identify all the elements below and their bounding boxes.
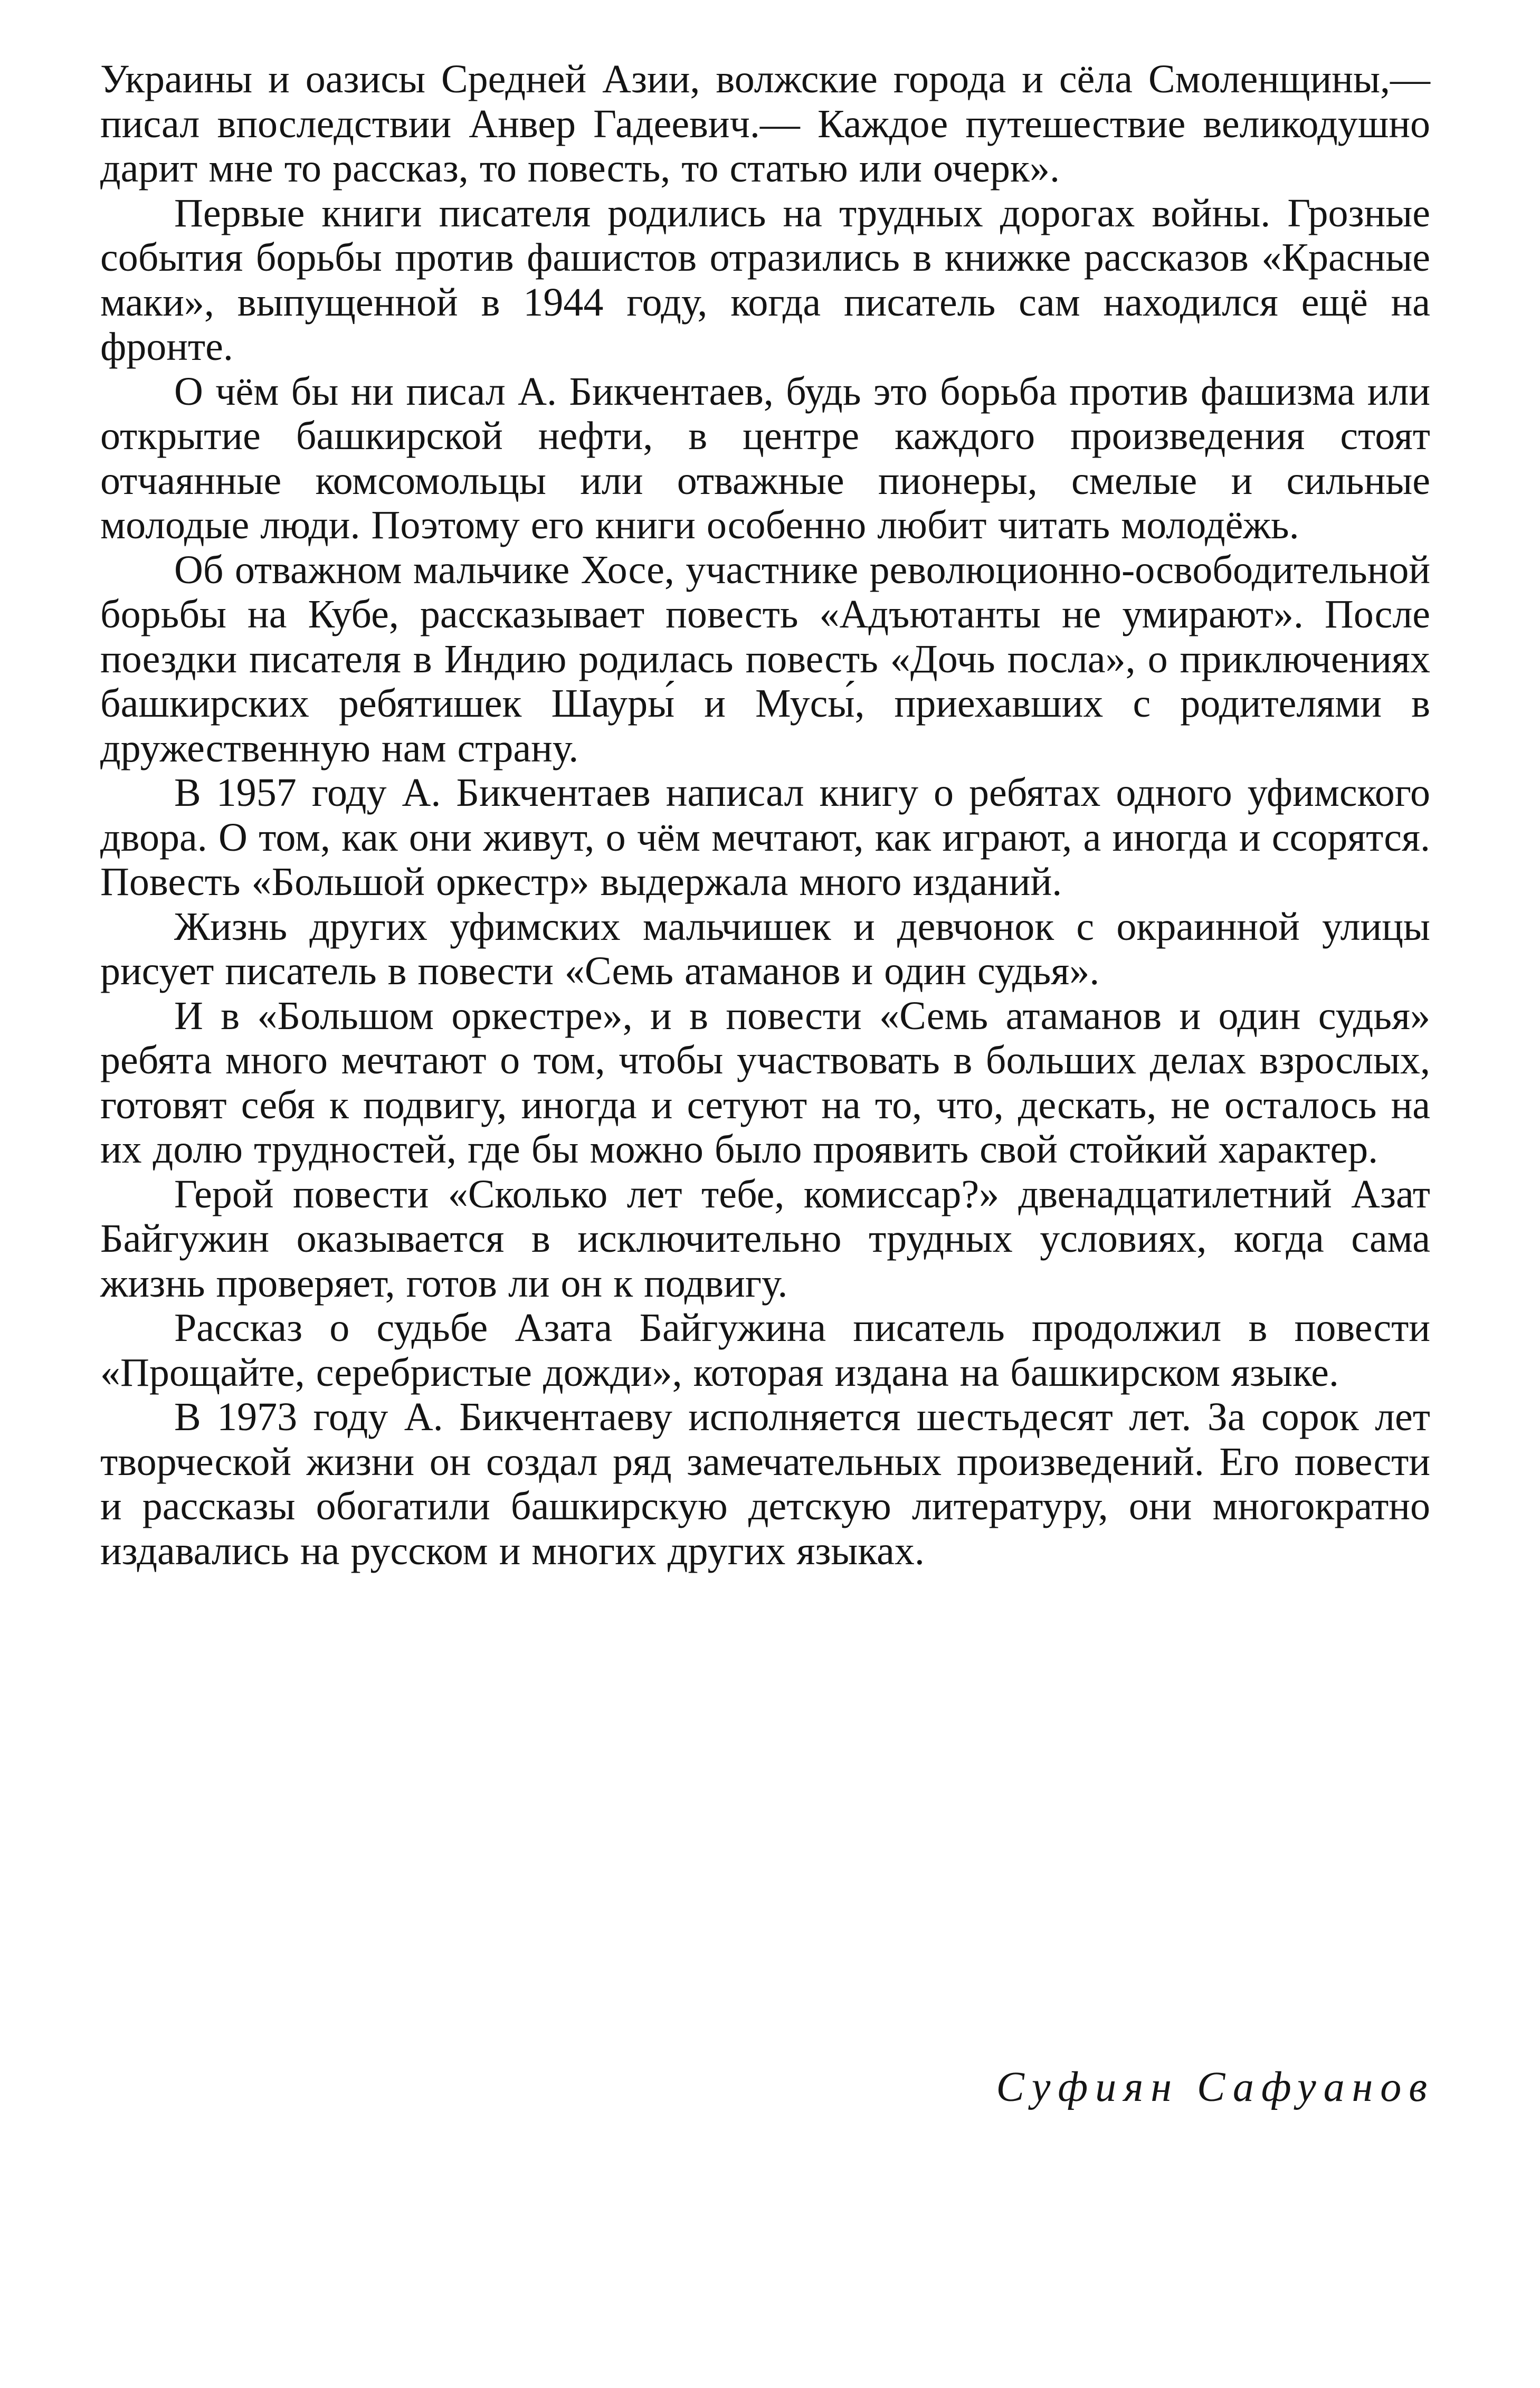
body-text [100,57,1430,1573]
author-signature: Суфиян Сафуанов [996,2064,1434,2110]
paragraph-commissar: Герой повести «Сколько лет тебе, комиссар?» двенадцатилетний Азат Байгужин оказывается в исключительно трудных условиях, когда сама жизнь проверяет, готов ли он к подвигу. [100,1172,1430,1306]
paragraph-anniversary: В 1973 году А. Бикчентаеву исполняется шестьдесят лет. За сорок лет творческой жизни он создал ряд замечательных произведений. Его повести и рассказы обогатили башкирскую детскую литературу, они многократно издавались на русском и многих других языках. [100,1395,1430,1573]
paragraph-hose: Об отважном мальчике Хосе, участнике революционно-освободительной борьбы на Кубе, рассказывает повесть «Адъютанты не умирают». После поездки писателя в Индию родилась повесть «Дочь посла», о приключениях башкирских ребятишек Шауры́ и Мусы́, приехавших с родителями в дружественную нам страну. [100,547,1430,770]
paragraph-continuation: Украины и оазисы Средней Азии, волжские города и сёла Смоленщины,— писал впоследствии Анвер Гадеевич.— Каждое путешествие великодушно дарит мне то рассказ, то повесть, то статью или очерк». [100,57,1430,191]
paragraph-heroes: О чём бы ни писал А. Бикчентаев, будь это борьба против фашизма или открытие башкирской нефти, в центре каждого произведения стоят отчаянные комсомольцы или отважные пионеры, смелые и сильные молодые люди. Поэтому его книги особенно любит читать молодёжь. [100,369,1430,547]
paragraph-seven-atamans: Жизнь других уфимских мальчишек и девчонок с окраинной улицы рисует писатель в повести «Семь атаманов и один судья». [100,904,1430,993]
paragraph-dreams: И в «Большом оркестре», и в повести «Семь атаманов и один судья» ребята много мечтают о том, чтобы участвовать в больших делах взрослых, готовят себя к подвигу, иногда и сетуют на то, что, дескать, не осталось на их долю трудностей, где бы можно было проявить свой стойкий характер. [100,993,1430,1172]
paragraph-silver-rains: Рассказ о судьбе Азата Байгужина писатель продолжил в повести «Прощайте, серебристые дожди», которая издана на башкирском языке. [100,1306,1430,1395]
paragraph-big-orchestra: В 1957 году А. Бикчентаев написал книгу о ребятах одного уфимского двора. О том, как они живут, о чём мечтают, как играют, а иногда и ссорятся. Повесть «Большой оркестр» выдержала много изданий. [100,770,1430,904]
paragraph-first-books: Первые книги писателя родились на трудных дорогах войны. Грозные события борьбы против фашистов отразились в книжке рассказов «Красные маки», выпущенной в 1944 году, когда писатель сам находился ещё на фронте. [100,191,1430,369]
